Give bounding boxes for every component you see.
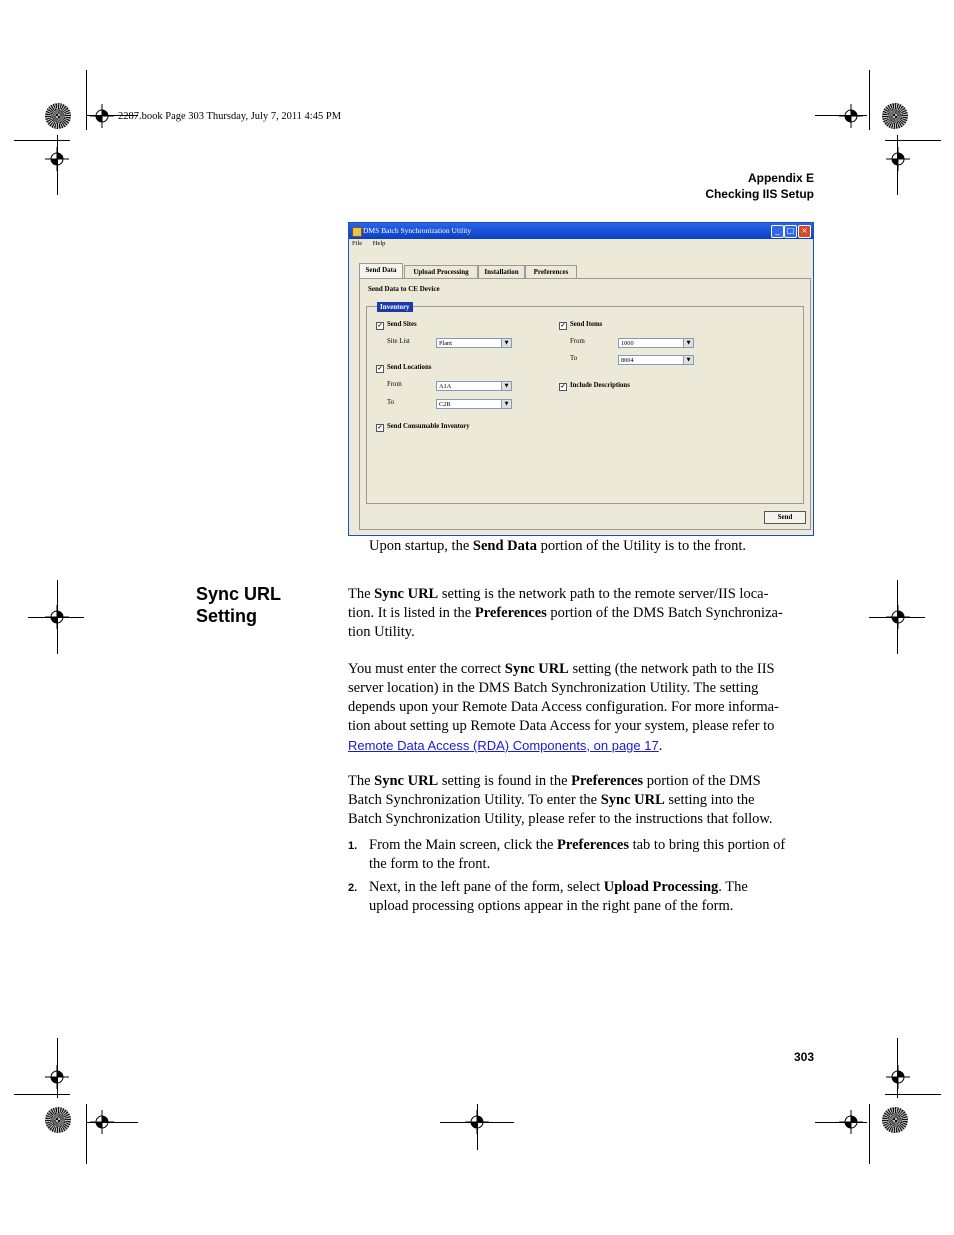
registration-sunburst-icon [45,1107,71,1133]
menu-help[interactable]: Help [372,240,386,247]
tab-send-data[interactable]: Send Data [359,263,403,279]
site-list-combo[interactable]: Plant ▼ [436,338,512,348]
items-to-combo[interactable]: 8004 ▼ [618,355,694,365]
checkmark-icon: ✓ [377,425,383,431]
send-consumable-checkbox[interactable]: ✓ Send Consumable Inventory [377,423,470,431]
items-to-label: To [570,355,578,362]
chevron-down-icon: ▼ [683,356,693,364]
checkmark-icon: ✓ [377,366,383,372]
app-icon [352,227,362,237]
page-number: 303 [793,1050,814,1064]
paragraph-sync-url-intro: The Sync URL setting is the network path to the remote server/IIS loca- tion. It is listed in the Preferences portion of the DMS Batch Synchroniza- tion Utility. [348,586,783,640]
chevron-down-icon: ▼ [501,339,511,347]
inventory-group [366,303,804,504]
registration-sunburst-icon [882,1107,908,1133]
items-from-label: From [570,338,585,345]
registration-target-icon [45,605,69,629]
chevron-down-icon: ▼ [501,382,511,390]
send-locations-checkbox[interactable]: ✓ Send Locations [377,364,432,372]
items-from-combo[interactable]: 1000 ▼ [618,338,694,348]
registration-target-icon [886,605,910,629]
maximize-icon[interactable]: □ [784,225,797,238]
checkmark-icon: ✓ [560,323,566,329]
registration-target-icon [839,1110,863,1134]
minimize-icon[interactable]: _ [771,225,784,238]
registration-target-icon [839,104,863,128]
close-icon[interactable]: × [798,225,811,238]
registration-sunburst-icon [882,103,908,129]
tab-upload-processing[interactable]: Upload Processing [404,265,478,278]
tab-preferences[interactable]: Preferences [525,265,577,278]
menu-file[interactable]: File [352,240,363,247]
send-items-checkbox[interactable]: ✓ Send Items [560,321,603,329]
locations-to-combo[interactable]: C2B ▼ [436,399,512,409]
registration-target-icon [90,104,114,128]
send-sites-checkbox[interactable]: ✓ Send Sites [377,321,417,329]
chevron-down-icon: ▼ [683,339,693,347]
book-meta: 2287.book Page 303 Thursday, July 7, 2011 4:45 PM [118,111,342,122]
send-button[interactable]: Send [764,511,806,524]
paragraph-enter-sync-url: You must enter the correct Sync URL setting (the network path to the IIS server location) in the DMS Batch Synchronization Utility. The setting depends upon your Remote Data Access configuration. For more informa- tion about setting up Remote Data Access for your system, please refer to Remote Data Access (RDA) Components, on page 17. [348,661,779,754]
checkmark-icon: ✓ [560,384,566,390]
running-title-appendix: Appendix E [747,171,814,185]
include-descriptions-checkbox[interactable]: ✓ Include Descriptions [560,382,630,390]
panel-title: Send Data to CE Device [368,285,440,293]
paragraph-preferences: The Sync URL setting is found in the Preferences portion of the DMS Batch Synchronization Utility. To enter the Sync URL setting into the Batch Synchronization Utility, please refer to the instructions that follow. [348,773,773,827]
step-item: From the Main screen, click the Preferences tab to bring this portion of the form to the front. [369,837,786,872]
chevron-down-icon: ▼ [501,400,511,408]
registration-target-icon [886,147,910,171]
registration-target-icon [45,1065,69,1089]
send-data-panel [359,278,811,530]
step-number: 1. [348,840,358,852]
utility-window-screenshot [348,222,814,536]
registration-sunburst-icon [45,103,71,129]
window-title: DMS Batch Synchronization Utility [363,226,472,235]
menu-bar [349,239,813,249]
site-list-label: Site List [387,338,410,345]
checkmark-icon: ✓ [377,323,383,329]
registration-target-icon [886,1065,910,1089]
window-titlebar [349,223,813,239]
registration-target-icon [465,1110,489,1134]
tab-installation[interactable]: Installation [478,265,525,278]
step-item: Next, in the left pane of the form, select Upload Processing. The upload processing options appear in the right pane of the form. [369,879,748,914]
running-title-section: Checking IIS Setup [705,187,814,201]
locations-from-label: From [387,381,402,388]
registration-target-icon [90,1110,114,1134]
rda-components-link[interactable]: Remote Data Access (RDA) Components, on page 17 [348,738,659,753]
group-legend: Inventory [377,302,413,312]
screenshot-caption: Upon startup, the Send Data portion of the Utility is to the front. [369,538,746,554]
section-heading: Sync URL Setting [196,584,282,626]
locations-from-combo[interactable]: A1A ▼ [436,381,512,391]
step-number: 2. [348,882,358,894]
locations-to-label: To [387,399,395,406]
